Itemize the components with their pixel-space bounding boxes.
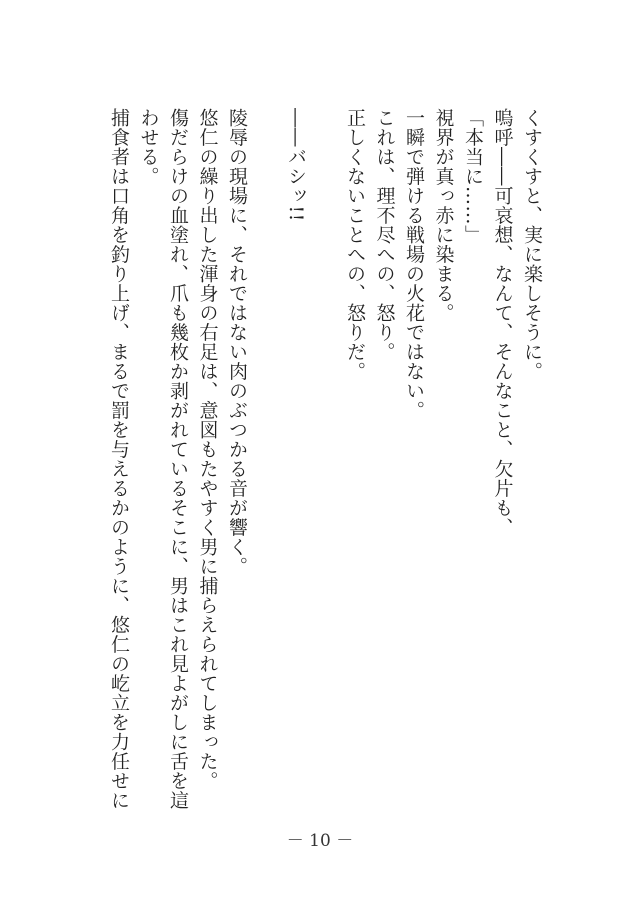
text-line: 嗚呼――可哀想、なんて、そんなこと、欠片も、: [491, 108, 514, 537]
text-line: わせる。: [137, 108, 160, 186]
text-line: 正しくないことへの、怒りだ。: [344, 108, 366, 381]
blank-line: [251, 108, 281, 820]
vertical-text-body: [104, 108, 547, 820]
text-line: 陵辱の現場に、それではない肉のぶつかる音が響く。: [226, 108, 248, 576]
blank-line: [310, 108, 340, 820]
text-line: 「本当に……」: [462, 108, 484, 245]
text-line: 視界が真っ赤に染まる。: [432, 108, 455, 323]
text-line: 捕食者は口角を釣り上げ、まるで罰を与えるかのように、悠仁の屹立を力任せに: [108, 108, 130, 810]
text-line: ――バシッ!!: [285, 108, 307, 222]
text-line: 傷だらけの血塗れ、爪も幾枚か剥がれているそこに、男はこれ見よがしに舌を這: [167, 108, 189, 810]
text-line: これは、理不尽への、怒り。: [373, 108, 396, 362]
text-line: 一瞬で弾ける戦場の火花ではない。: [403, 108, 425, 420]
text-line: くすくすと、実に楽しそうに。: [521, 108, 543, 381]
text-line: 悠仁の繰り出した渾身の右足は、意図もたやすく男に捕らえられてしまった。: [196, 108, 219, 791]
page-number: － 10 －: [286, 831, 354, 851]
